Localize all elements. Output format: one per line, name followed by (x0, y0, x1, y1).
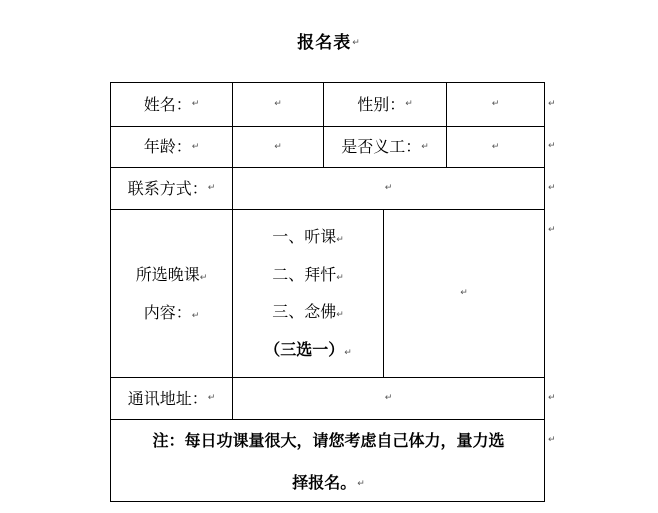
age-field[interactable]: ↵ (274, 141, 282, 152)
registration-table (110, 82, 545, 502)
row-end-mark: ↵ (548, 435, 556, 445)
row-end-mark: ↵ (548, 225, 556, 235)
row-end-mark: ↵ (548, 183, 556, 193)
paragraph-mark-icon: ↵ (352, 38, 361, 48)
volunteer-label: 是否义工： ↵ (341, 137, 429, 156)
address-field[interactable]: ↵ (384, 393, 393, 403)
course-hint: （三选一）↵ (264, 340, 352, 360)
course-option-chanting[interactable]: 三、念佛↵ (272, 302, 344, 322)
address-label: 通讯地址： ↵ (127, 388, 216, 408)
note-line-2: 择报名。↵ (292, 473, 365, 492)
gender-label: 性别： ↵ (357, 94, 413, 114)
volunteer-field[interactable]: ↵ (491, 141, 500, 152)
course-option-listen[interactable]: 一、听课↵ (272, 226, 344, 246)
contact-field[interactable]: ↵ (384, 183, 393, 193)
age-label: 年龄： ↵ (143, 137, 200, 156)
gender-field[interactable]: ↵ (491, 99, 500, 109)
contact-label: 联系方式： ↵ (127, 178, 216, 198)
row-end-mark: ↵ (548, 99, 556, 109)
course-options (233, 210, 383, 377)
name-field[interactable]: ↵ (274, 99, 282, 109)
course-choice-field[interactable]: ↵ (460, 288, 468, 298)
course-label: 所选晚课↵ 内容：↵ (135, 264, 208, 322)
name-label: 姓名： ↵ (143, 94, 200, 114)
note-line-1: 注：每日功课量很大，请您考虑自己体力，量力选 (152, 431, 505, 450)
course-option-repentance[interactable]: 二、拜忏↵ (272, 264, 344, 284)
form-title: 报名表↵ (297, 33, 361, 53)
row-end-mark: ↵ (548, 393, 556, 403)
row-end-mark: ↵ (548, 141, 556, 151)
